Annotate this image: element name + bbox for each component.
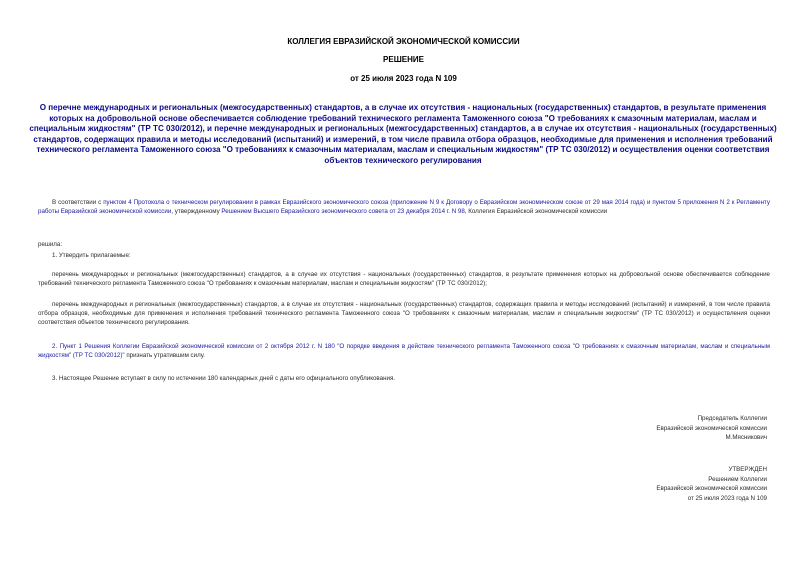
doc-type-heading: РЕШЕНИЕ <box>383 55 424 64</box>
item-2-rest: признать утратившим силу. <box>124 352 205 359</box>
title-lead: О <box>39 103 49 112</box>
date-heading: от 25 июля 2023 года N 109 <box>350 74 457 83</box>
decision-180-link[interactable]: 2. Пункт 1 Решения Коллегии Евразийской экономической комиссии от 2 октября 2012 г. N 180 "О порядке введения в действие технического регламента Таможенного союза "О требованиях к смазочным материалам, маслам и специальным жидкостям" (ТР ТС 030/2012)" <box>38 343 770 359</box>
signature-block <box>656 414 767 443</box>
preamble-text-2: и <box>645 199 653 206</box>
council-decision-link[interactable]: Решением Высшего Евразийского экономического совета от 23 декабря 2014 г. N 98 <box>221 208 465 215</box>
preamble-paragraph <box>38 198 770 216</box>
approval-title: УТВЕРЖДЕН <box>728 466 767 473</box>
approval-organization: Евразийской экономической комиссии <box>656 485 767 493</box>
signature-organization: Евразийской экономической комиссии <box>656 424 767 432</box>
preamble-text-4: , Коллегия Евразийской экономической комиссии <box>464 208 608 215</box>
title-link[interactable]: перечне международных и региональных (межгосударственных) стандартов, а в случае их отсутствия - национальных (государственных) стандартов, в результате применения которых на добровольной основе обеспечивается соблюдение требований технического регламента Таможенного союза "О требованиях к смазочным материалам, маслам и специальным жидкостям" (ТР ТС 030/2012), и перечне международных и региональных (межгосударственных) стандартов, а в случае их отсутствия - национальных (государственных) стандартов, содержащих правила и методы исследований (испытаний) и измерений, в том числе правила отбора образцов, необходимые для применения и исполнения требований технического регламента Таможенного союза "О требованиях к смазочным материалам, маслам и специальным жидкостям" (ТР ТС 030/2012) и осуществления оценки соответствия объектов технического регулирования <box>29 103 777 165</box>
preamble-text-3: , утвержденному <box>171 208 222 215</box>
signature-position: Председатель Коллегии <box>697 415 767 422</box>
reglament-link[interactable]: пунктом 5 приложения N 2 к Регламенту работы Евразийской экономической комиссии <box>38 199 770 215</box>
item-1: 1. Утвердить прилагаемые: <box>52 252 131 259</box>
item-3: 3. Настоящее Решение вступает в силу по истечении 180 календарных дней с даты его официального опубликования. <box>52 375 396 382</box>
org-heading: КОЛЛЕГИЯ ЕВРАЗИЙСКОЙ ЭКОНОМИЧЕСКОЙ КОМИССИИ <box>287 37 520 46</box>
approval-block <box>656 465 767 503</box>
approval-by: Решением Коллегии <box>708 475 767 483</box>
approval-date: от 25 июля 2023 года N 109 <box>687 494 767 502</box>
signature-name: М.Мясникович <box>725 434 767 442</box>
item-2 <box>38 342 770 360</box>
list-item-b: перечень международных и региональных (межгосударственных) стандартов, а в случае их отсутствия - национальных (государственных) стандартов, содержащих правила и методы исследований (испытаний) и измерений, в том числе правила отбора образцов, необходимые для применения и исполнения требований технического регламента Таможенного союза "О требованиях к смазочным материалам, маслам и специальным жидкостям" (ТР ТС 030/2012) и осуществления оценки соответствия объектов технического регулирования. <box>38 301 770 326</box>
protocol-link[interactable]: пунктом 4 Протокола о техническом регулировании в рамках Евразийского экономического союза (приложение N 9 к Договору о Евразийском экономическом союзе от 29 мая 2014 года) <box>103 199 645 206</box>
preamble-text-1: В соответствии с <box>52 199 104 206</box>
list-item-a: перечень международных и региональных (межгосударственных) стандартов, а в случае их отсутствия - национальных (государственных) стандартов, в результате применения которых на добровольной основе обеспечивается соблюдение требований технического регламента Таможенного союза "О требованиях к смазочным материалам, маслам и специальным жидкостям" (ТР ТС 030/2012); <box>38 271 770 287</box>
resolved-label: решила: <box>38 241 63 248</box>
document-title <box>28 103 778 167</box>
